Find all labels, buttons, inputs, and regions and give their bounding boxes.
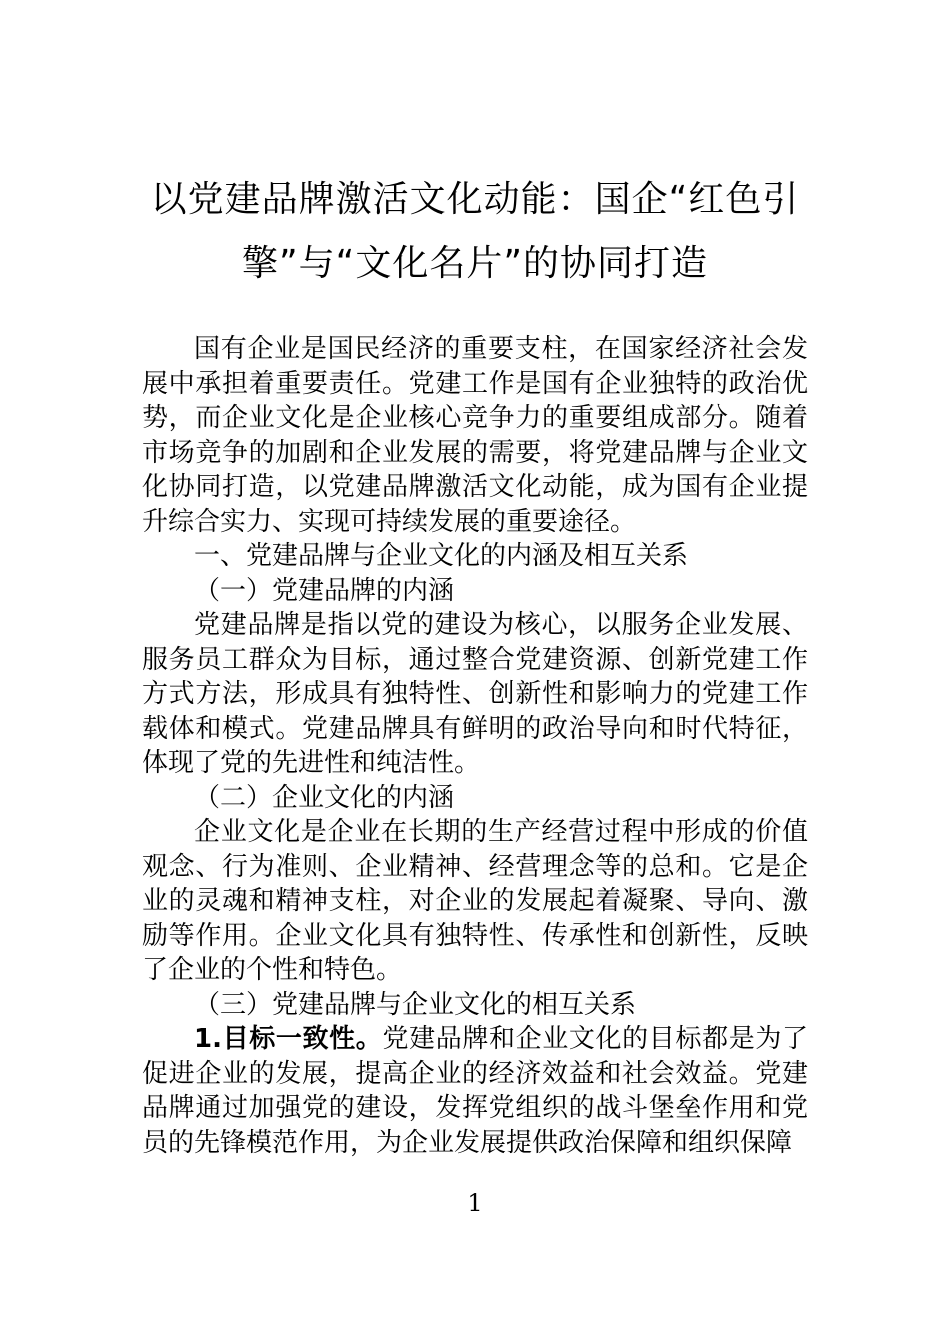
page-number: 1: [467, 1189, 483, 1217]
section-heading-1: 一、党建品牌与企业文化的内涵及相互关系: [194, 541, 689, 571]
paragraph-intro: 国有企业是国民经济的重要支柱，在国家经济社会发展中承担着重要责任。党建工作是国有企业独特的政治优势，而企业文化是企业核心竞争力的重要组成部分。随着市场竞争的加剧和企业发展的需要，将党建品牌与企业文化协同打造，以党建品牌激活文化动能，成为国有企业提升综合实力、实现可持续发展的重要途径。: [142, 334, 808, 537]
paragraph-lead-bold: 1.目标一致性。: [194, 1024, 383, 1054]
paragraph-goal-consistency: [142, 1022, 808, 1160]
document-title: 以党建品牌激活文化动能：国企“红色引擎”与“文化名片”的协同打造: [150, 179, 800, 284]
document-body: [142, 332, 808, 1160]
paragraph-party-brand: 党建品牌是指以党的建设为核心，以服务企业发展、服务员工群众为目标，通过整合党建资源、创新党建工作方式方法，形成具有独特性、创新性和影响力的党建工作载体和模式。党建品牌具有鲜明的政治导向和时代特征，体现了党的先进性和纯洁性。: [142, 610, 808, 778]
paragraph-goal-text: 党建品牌和企业文化的目标都是为了促进企业的发展，提高企业的经济效益和社会效益。党建品牌通过加强党的建设，发挥党组织的战斗堡垒作用和党员的先锋模范作用，为企业发展提供政治保障和组织保障: [142, 1024, 808, 1158]
paragraph-corporate-culture: 企业文化是企业在长期的生产经营过程中形成的价值观念、行为准则、企业精神、经营理念等的总和。它是企业的灵魂和精神支柱，对企业的发展起着凝聚、导向、激励等作用。企业文化具有独特性、传承性和创新性，反映了企业的个性和特色。: [142, 817, 808, 985]
subsection-heading-3: （三）党建品牌与企业文化的相互关系: [194, 989, 637, 1020]
subsection-heading-2: （二）企业文化的内涵: [194, 782, 455, 813]
subsection-heading-1: （一）党建品牌的内涵: [194, 575, 455, 606]
